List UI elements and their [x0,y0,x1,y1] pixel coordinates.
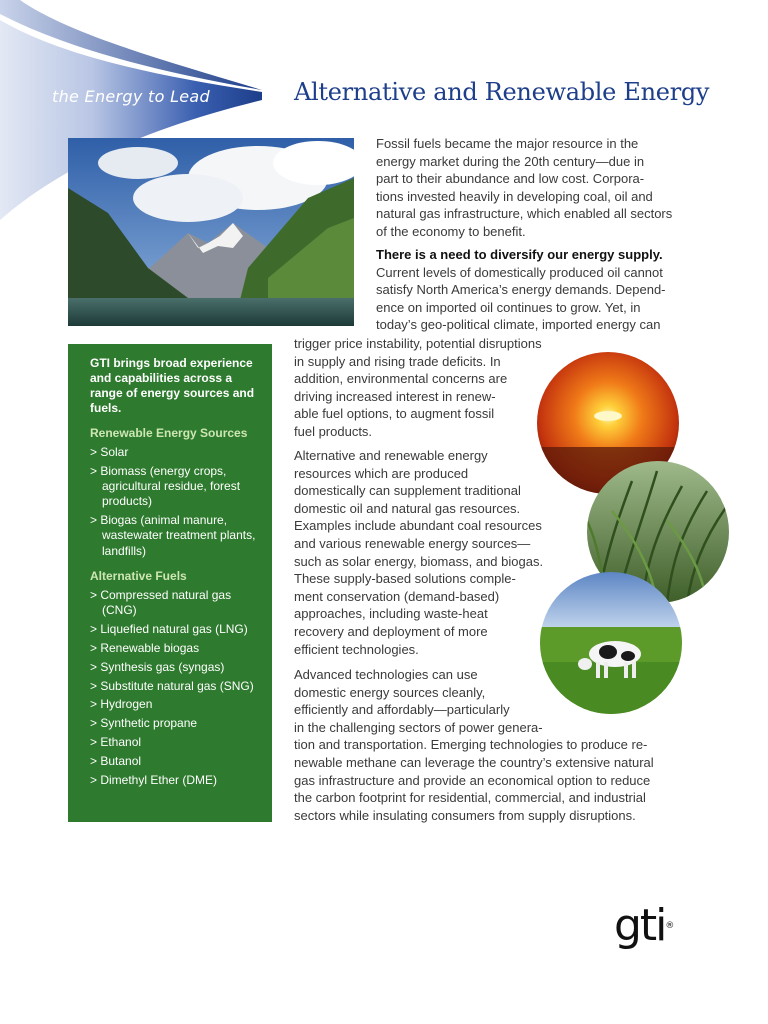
list-item: > Ethanol [90,734,142,749]
text-line: domestic energy sources cleanly, [294,684,486,700]
registered-mark: ® [665,921,675,931]
text-line: gas infrastructure and provide an economical option to reduce [294,772,651,788]
text-line: recovery and deployment of more [294,623,488,639]
text-line: domestically can supplement traditional [294,483,521,499]
text-line: the carbon footprint for residential, commercial, and industrial [294,790,646,806]
list-item: > Liquefied natural gas (LNG) [90,622,248,637]
text-line: domestic oil and natural gas resources. [294,500,521,516]
text-line: Advanced technologies can use [294,667,478,682]
text-line: ence on imported oil continues to grow. Yet, in [376,299,641,315]
text-line: resources which are produced [294,465,469,481]
text-line: such as solar energy, biomass, and biogas. [294,553,544,569]
diversify-paragraph [376,246,706,334]
text-line: Examples include abundant coal resources [294,518,542,534]
sidebar-intro: GTI brings broad experience and capabilities across a range of energy sources and fuels. [90,356,255,415]
text-line: trigger price instability, potential disruptions [294,336,542,351]
text-line: able fuel options, to augment fossil [294,406,495,422]
text-line: approaches, including waste-heat [294,606,488,622]
text-line: driving increased interest in renew- [294,388,496,404]
text-line: These supply-based solutions comple- [294,571,516,587]
capabilities-sidebar [68,344,272,822]
list-item: > Renewable biogas [90,640,200,655]
page-title: Alternative and Renewable Energy [294,78,710,106]
list-item: > Biogas (animal manure, wastewater treatment plants, landfills) [90,513,256,558]
text-line: energy market during the 20th century—due in [376,153,645,169]
list-item: > Solar [90,445,129,459]
logo-wordmark: gti [614,900,666,951]
text-line: Fossil fuels became the major resource in the [376,136,639,151]
text-line: of the economy to benefit. [376,223,526,239]
text-line: and various renewable energy sources— [294,535,531,551]
text-line: ment conservation (demand-based) [294,588,500,604]
text-line: natural gas infrastructure, which enabled all sectors [376,206,673,222]
emphasis-heading: There is a need to diversify our energy supply. [376,247,663,262]
text-line: in the challenging sectors of power genera- [294,719,543,735]
list-item: > Compressed natural gas (CNG) [90,588,232,618]
text-line: tion and transportation. Emerging technologies to produce re- [294,737,648,753]
text-line: satisfy North America’s energy demands. Depend- [376,282,666,298]
list-item: > Hydrogen [90,697,153,712]
text-line: Current levels of domestically produced oil cannot [376,264,663,280]
gti-logo [614,900,674,952]
renewable-heading: Renewable Energy Sources [90,426,248,440]
alt-fuels-list [90,588,262,788]
text-line: fuel products. [294,423,373,439]
mountain-lake-photo [68,138,354,326]
list-item: > Substitute natural gas (SNG) [90,678,254,693]
list-item: > Synthesis gas (syngas) [90,659,225,674]
text-line: newable methane can leverage the country’s extensive natural [294,754,654,770]
list-item: > Synthetic propane [90,716,198,731]
list-item: > Butanol [90,753,142,768]
text-line: efficient technologies. [294,641,419,657]
text-line: part to their abundance and low cost. Corpora- [376,171,645,187]
text-line: addition, environmental concerns are [294,371,508,387]
text-line: tions invested heavily in developing coal, oil and [376,188,653,204]
text-line: sectors while insulating consumers from supply disruptions. [294,807,636,823]
intro-paragraph [376,135,706,241]
text-line: efficiently and affordably—particularly [294,702,510,718]
text-line: today’s geo-political climate, imported energy can [376,317,661,333]
tagline: the Energy to Lead [52,87,210,106]
list-item: > Dimethyl Ether (DME) [90,772,218,787]
renewable-list [90,445,262,559]
text-line: in supply and rising trade deficits. In [294,353,501,369]
list-item: > Biomass (energy crops, agricultural residue, forest products) [90,463,241,509]
text-line: Alternative and renewable energy [294,448,488,463]
alt-fuels-heading: Alternative Fuels [90,569,187,584]
cow-pasture-photo [540,572,682,714]
